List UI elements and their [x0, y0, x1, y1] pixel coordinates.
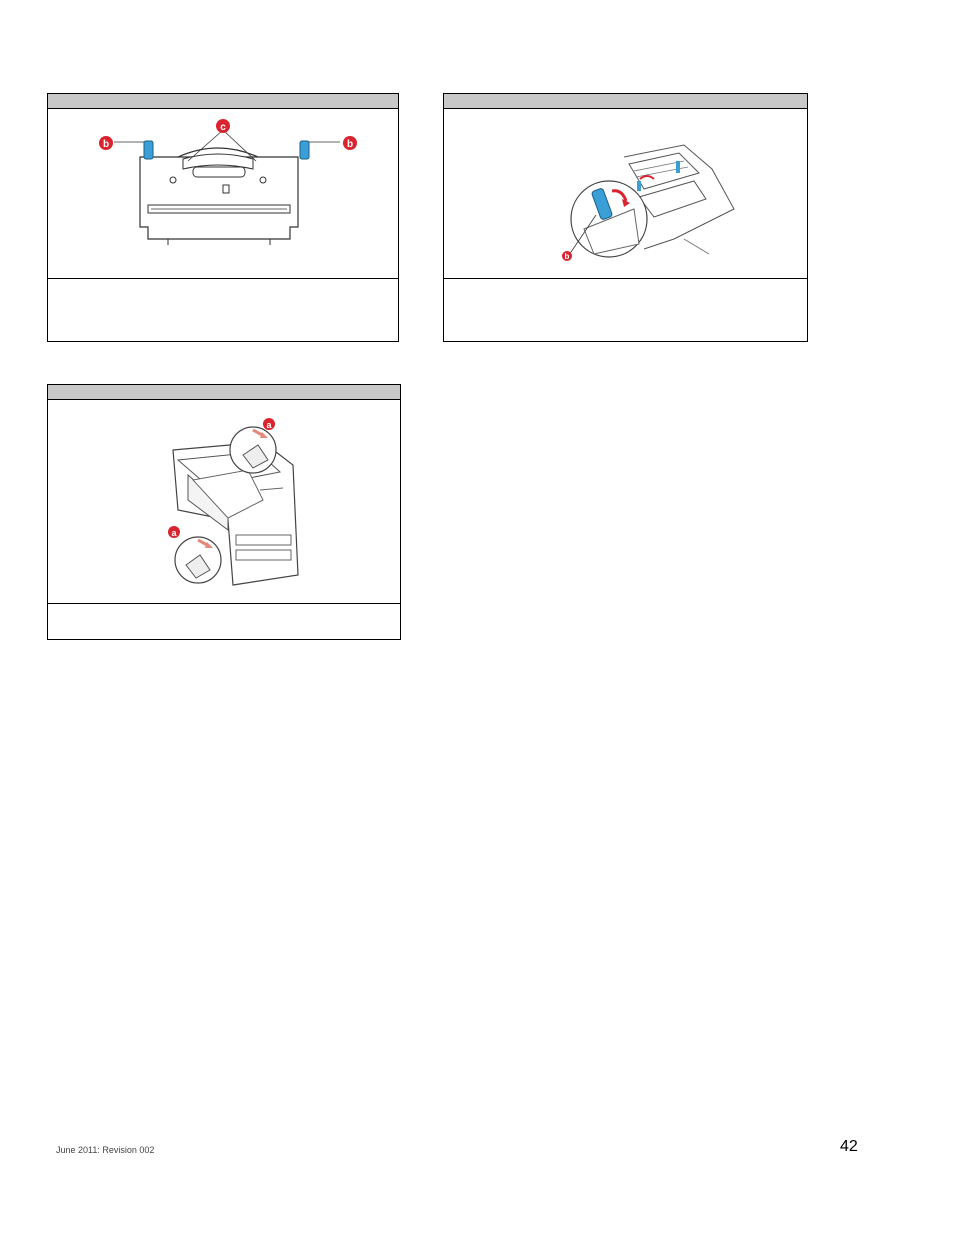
callout-b-right: [343, 136, 357, 150]
left-lever: [144, 141, 153, 159]
figure-area: [444, 109, 807, 279]
footer-revision: June 2011: Revision 002: [56, 1145, 155, 1155]
printer-illustration: [48, 400, 400, 603]
callout-c: [216, 119, 230, 133]
panel-header: [48, 94, 398, 109]
svg-text:a: a: [266, 420, 272, 430]
callout-a-top: [263, 418, 275, 430]
callout-a-bottom: [168, 526, 180, 538]
figure-panel-lever: [443, 93, 808, 342]
fuser-unit-illustration: [48, 109, 398, 278]
figure-area: [48, 109, 398, 279]
caption-area: [48, 604, 400, 638]
caption-area: [48, 279, 398, 342]
svg-text:b: b: [346, 139, 354, 150]
right-lever: [300, 141, 309, 159]
svg-text:a: a: [171, 528, 177, 538]
panel-header: [48, 385, 400, 400]
caption-area: [444, 279, 807, 342]
callout-b: [562, 251, 572, 261]
callout-b-left: [99, 136, 113, 150]
svg-text:c: c: [220, 122, 226, 133]
panel-header: [444, 94, 807, 109]
figure-panel-printer: [47, 384, 401, 640]
figure-panel-fuser: [47, 93, 399, 342]
page-number: 42: [840, 1138, 858, 1155]
svg-text:b: b: [564, 252, 570, 261]
svg-text:b: b: [102, 139, 110, 150]
lever-detail-illustration: [444, 109, 807, 278]
figure-area: [48, 400, 400, 604]
